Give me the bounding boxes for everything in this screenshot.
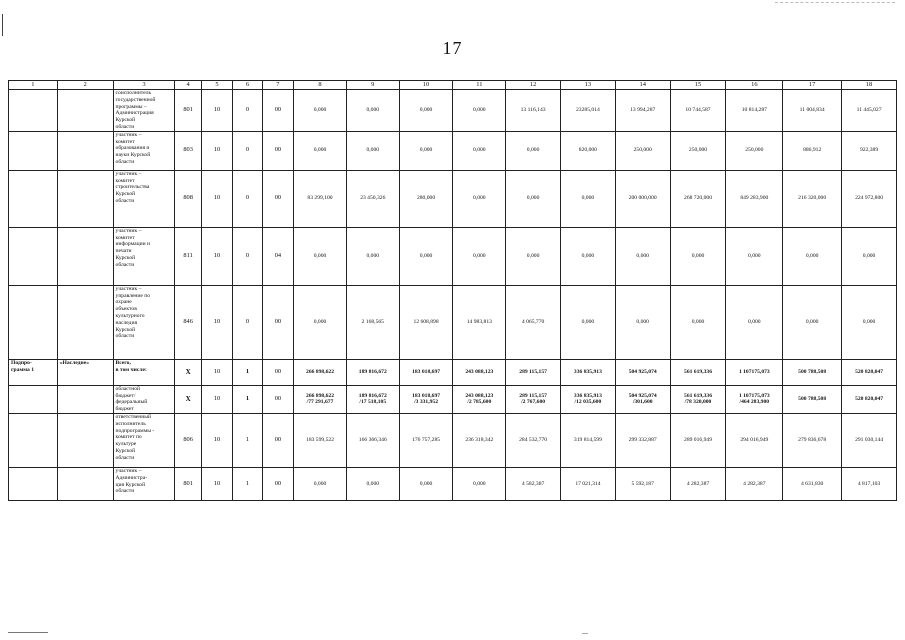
column-number-3: 3 xyxy=(113,81,175,90)
table-row xyxy=(9,467,897,500)
amount-cell: 820,000 xyxy=(561,131,616,170)
program-name-cell xyxy=(57,227,113,285)
table-row xyxy=(9,385,897,413)
event-code-cell: 00 xyxy=(262,467,293,500)
subprogram-code-cell: 0 xyxy=(233,227,262,285)
amount-cell: 0,000 xyxy=(346,131,399,170)
program-name-cell xyxy=(57,285,113,359)
table-row xyxy=(9,227,897,285)
column-number-17: 17 xyxy=(783,81,842,90)
subprogram-code-cell: 1 xyxy=(233,413,262,467)
program-code-cell: 10 xyxy=(201,359,232,385)
scan-dot xyxy=(582,633,588,634)
table-row xyxy=(9,285,897,359)
column-number-18: 18 xyxy=(842,81,897,90)
program-name-cell xyxy=(57,413,113,467)
column-number-9: 9 xyxy=(346,81,399,90)
event-code-cell: 00 xyxy=(262,170,293,227)
amount-cell: 0,000 xyxy=(615,227,670,285)
scan-edge-mark xyxy=(2,14,3,36)
amount-cell: 166 366,346 xyxy=(346,413,399,467)
column-number-5: 5 xyxy=(201,81,232,90)
amount-cell: 289 115,157 /2 767,600 xyxy=(506,385,561,413)
program-name-cell: «Наследие» xyxy=(57,359,113,385)
amount-cell: 0,000 xyxy=(294,467,347,500)
column-number-14: 14 xyxy=(615,81,670,90)
amount-cell: 504 925,074 /301,600 xyxy=(615,385,670,413)
amount-cell: 336 835,913 /12 035,600 xyxy=(561,385,616,413)
column-number-6: 6 xyxy=(233,81,262,90)
amount-cell: 0,000 xyxy=(399,227,453,285)
amount-cell: 336 835,913 xyxy=(561,359,616,385)
amount-cell: 189 816,672 xyxy=(346,359,399,385)
amount-cell: 0,000 xyxy=(294,90,347,132)
program-cell: Подпро- грамма 1 xyxy=(9,359,58,385)
amount-cell: 13 116,143 xyxy=(506,90,561,132)
amount-cell: 176 757,285 xyxy=(399,413,453,467)
amount-cell: 294 016,949 xyxy=(726,413,783,467)
column-number-16: 16 xyxy=(726,81,783,90)
participant-cell: участник – комитет образования и науки Курской области xyxy=(113,131,175,170)
amount-cell: 0,000 xyxy=(346,227,399,285)
amount-cell: 13 994,287 xyxy=(615,90,670,132)
table-row xyxy=(9,170,897,227)
scan-edge-mark-top xyxy=(775,2,895,4)
amount-cell: 2 168,565 xyxy=(346,285,399,359)
participant-cell: участник – комитет строительства Курской области xyxy=(113,170,175,227)
program-cell xyxy=(9,170,58,227)
amount-cell: 0,000 xyxy=(783,285,842,359)
amount-cell: 561 619,336 /78 320,000 xyxy=(670,385,726,413)
amount-cell: 266 898,622 xyxy=(294,359,347,385)
event-code-cell: 00 xyxy=(262,90,293,132)
column-number-12: 12 xyxy=(506,81,561,90)
program-code-cell: 10 xyxy=(201,285,232,359)
amount-cell: 0,000 xyxy=(726,285,783,359)
program-name-cell xyxy=(57,385,113,413)
program-code-cell: 10 xyxy=(201,385,232,413)
amount-cell: 0,000 xyxy=(294,227,347,285)
amount-cell: 279 836,678 xyxy=(783,413,842,467)
amount-cell: 0,000 xyxy=(346,90,399,132)
column-number-15: 15 xyxy=(670,81,726,90)
grbs-code-cell: 801 xyxy=(175,467,201,500)
column-number-13: 13 xyxy=(561,81,616,90)
grbs-code-cell: 811 xyxy=(175,227,201,285)
amount-cell: 236 318,342 xyxy=(453,413,506,467)
column-number-1: 1 xyxy=(9,81,58,90)
amount-cell: 23285,014 xyxy=(561,90,616,132)
participant-cell: участник – Администра- ция Курской области xyxy=(113,467,175,500)
amount-cell: 0,000 xyxy=(506,227,561,285)
amount-cell: 561 619,336 xyxy=(670,359,726,385)
amount-cell: 200 000,000 xyxy=(615,170,670,227)
amount-cell: 83 299,100 xyxy=(294,170,347,227)
amount-cell: 250,000 xyxy=(670,131,726,170)
subprogram-code-cell: 1 xyxy=(233,359,262,385)
amount-cell: 0,000 xyxy=(506,131,561,170)
amount-cell: 0,000 xyxy=(670,285,726,359)
amount-cell: 0,000 xyxy=(399,131,453,170)
subprogram-code-cell: 0 xyxy=(233,285,262,359)
amount-cell: 4 065,770 xyxy=(506,285,561,359)
amount-cell: 0,000 xyxy=(453,131,506,170)
amount-cell: 266 898,622 /77 291,677 xyxy=(294,385,347,413)
program-cell xyxy=(9,413,58,467)
event-code-cell: 00 xyxy=(262,385,293,413)
amount-cell: 0,000 xyxy=(670,227,726,285)
amount-cell: 11 004,834 xyxy=(783,90,842,132)
event-code-cell: 00 xyxy=(262,131,293,170)
column-number-8: 8 xyxy=(294,81,347,90)
program-name-cell xyxy=(57,170,113,227)
amount-cell: 4 582,387 xyxy=(506,467,561,500)
event-code-cell: 00 xyxy=(262,359,293,385)
grbs-code-cell: 846 xyxy=(175,285,201,359)
amount-cell: 0,000 xyxy=(346,467,399,500)
amount-cell: 289 115,157 xyxy=(506,359,561,385)
program-code-cell: 10 xyxy=(201,90,232,132)
amount-cell: 291 030,144 xyxy=(842,413,897,467)
amount-cell: 243 088,123 xyxy=(453,359,506,385)
column-number-11: 11 xyxy=(453,81,506,90)
amount-cell: 1 107175,073 xyxy=(726,359,783,385)
amount-cell: 14 983,813 xyxy=(453,285,506,359)
amount-cell: 0,000 xyxy=(453,170,506,227)
grbs-code-cell: 808 xyxy=(175,170,201,227)
table-row xyxy=(9,413,897,467)
amount-cell: 0,000 xyxy=(294,285,347,359)
amount-cell: 0,000 xyxy=(294,131,347,170)
participant-cell: участник – комитет информации и печати Курской области xyxy=(113,227,175,285)
column-number-10: 10 xyxy=(399,81,453,90)
amount-cell: 284 532,770 xyxy=(506,413,561,467)
subprogram-code-cell: 0 xyxy=(233,170,262,227)
participant-cell: областной бюджет/ федеральный бюджет xyxy=(113,385,175,413)
amount-cell: 250,000 xyxy=(615,131,670,170)
column-number-4: 4 xyxy=(175,81,201,90)
amount-cell: 4 282,387 xyxy=(726,467,783,500)
subprogram-code-cell: 0 xyxy=(233,131,262,170)
amount-cell: 12 608,898 xyxy=(399,285,453,359)
amount-cell: 0,000 xyxy=(561,170,616,227)
program-cell xyxy=(9,385,58,413)
grbs-code-cell: X xyxy=(175,385,201,413)
subprogram-code-cell: 0 xyxy=(233,90,262,132)
page-number: 17 xyxy=(442,38,463,58)
amount-cell: 4 631,830 xyxy=(783,467,842,500)
amount-cell: 500 788,508 xyxy=(783,385,842,413)
amount-cell: 520 820,047 xyxy=(842,385,897,413)
amount-cell: 183 599,522 xyxy=(294,413,347,467)
grbs-code-cell: 803 xyxy=(175,131,201,170)
amount-cell: 10 744,587 xyxy=(670,90,726,132)
program-code-cell: 10 xyxy=(201,413,232,467)
amount-cell: 886,912 xyxy=(783,131,842,170)
amount-cell: 183 018,697 xyxy=(399,359,453,385)
amount-cell: 520 820,047 xyxy=(842,359,897,385)
amount-cell: 243 088,123 /2 785,600 xyxy=(453,385,506,413)
table-row xyxy=(9,131,897,170)
participant-cell: Всего, в том числе: xyxy=(113,359,175,385)
amount-cell: 0,000 xyxy=(453,227,506,285)
program-cell xyxy=(9,227,58,285)
program-cell xyxy=(9,467,58,500)
amount-cell: 922,389 xyxy=(842,131,897,170)
amount-cell: 500 788,508 xyxy=(783,359,842,385)
subprogram-code-cell: 1 xyxy=(233,385,262,413)
amount-cell: 0,000 xyxy=(783,227,842,285)
column-number-2: 2 xyxy=(57,81,113,90)
participant-cell: ответственный исполнитель подпрограммы - комитет по культуре Курской области xyxy=(113,413,175,467)
program-name-cell xyxy=(57,131,113,170)
program-code-cell: 10 xyxy=(201,131,232,170)
amount-cell: 224 972,800 xyxy=(842,170,897,227)
program-code-cell: 10 xyxy=(201,227,232,285)
amount-cell: 0,000 xyxy=(453,467,506,500)
amount-cell: 0,000 xyxy=(399,90,453,132)
event-code-cell: 00 xyxy=(262,285,293,359)
program-code-cell: 10 xyxy=(201,170,232,227)
amount-cell: 849 283,900 xyxy=(726,170,783,227)
amount-cell: 319 814,599 xyxy=(561,413,616,467)
amount-cell: 23 450,326 xyxy=(346,170,399,227)
grbs-code-cell: X xyxy=(175,359,201,385)
amount-cell: 0,000 xyxy=(399,467,453,500)
amount-cell: 504 925,074 xyxy=(615,359,670,385)
subprogram-code-cell: 1 xyxy=(233,467,262,500)
budget-table xyxy=(8,80,897,501)
program-code-cell: 10 xyxy=(201,467,232,500)
grbs-code-cell: 801 xyxy=(175,90,201,132)
column-number-row xyxy=(9,81,897,90)
amount-cell: 0,000 xyxy=(842,227,897,285)
amount-cell: 5 592,187 xyxy=(615,467,670,500)
program-name-cell xyxy=(57,467,113,500)
amount-cell: 299 332,887 xyxy=(615,413,670,467)
grbs-code-cell: 806 xyxy=(175,413,201,467)
amount-cell: 0,000 xyxy=(615,285,670,359)
scan-edge-mark-bottom xyxy=(8,632,48,633)
program-cell xyxy=(9,131,58,170)
table-row xyxy=(9,90,897,132)
amount-cell: 183 018,697 /3 331,952 xyxy=(399,385,453,413)
program-name-cell xyxy=(57,90,113,132)
amount-cell: 0,000 xyxy=(561,227,616,285)
amount-cell: 189 816,672 /17 518,105 xyxy=(346,385,399,413)
column-number-7: 7 xyxy=(262,81,293,90)
event-code-cell: 04 xyxy=(262,227,293,285)
amount-cell: 11 445,027 xyxy=(842,90,897,132)
amount-cell: 0,000 xyxy=(506,170,561,227)
amount-cell: 10 814,287 xyxy=(726,90,783,132)
amount-cell: 250,000 xyxy=(726,131,783,170)
amount-cell: 289 016,949 xyxy=(670,413,726,467)
amount-cell: 17 021,314 xyxy=(561,467,616,500)
amount-cell: 4 817,103 xyxy=(842,467,897,500)
program-cell xyxy=(9,90,58,132)
amount-cell: 1 107175,073 /464 283,900 xyxy=(726,385,783,413)
event-code-cell: 00 xyxy=(262,413,293,467)
participant-cell: соисполнитель государственной программы – Администрация Курской области xyxy=(113,90,175,132)
amount-cell: 268 720,000 xyxy=(670,170,726,227)
table-row xyxy=(9,359,897,385)
amount-cell: 280,000 xyxy=(399,170,453,227)
amount-cell: 0,000 xyxy=(842,285,897,359)
participant-cell: участник – управление по охране объектов культурного наследия Курской области xyxy=(113,285,175,359)
amount-cell: 4 282,387 xyxy=(670,467,726,500)
program-cell xyxy=(9,285,58,359)
amount-cell: 0,000 xyxy=(453,90,506,132)
amount-cell: 0,000 xyxy=(726,227,783,285)
amount-cell: 216 320,000 xyxy=(783,170,842,227)
amount-cell: 0,000 xyxy=(561,285,616,359)
